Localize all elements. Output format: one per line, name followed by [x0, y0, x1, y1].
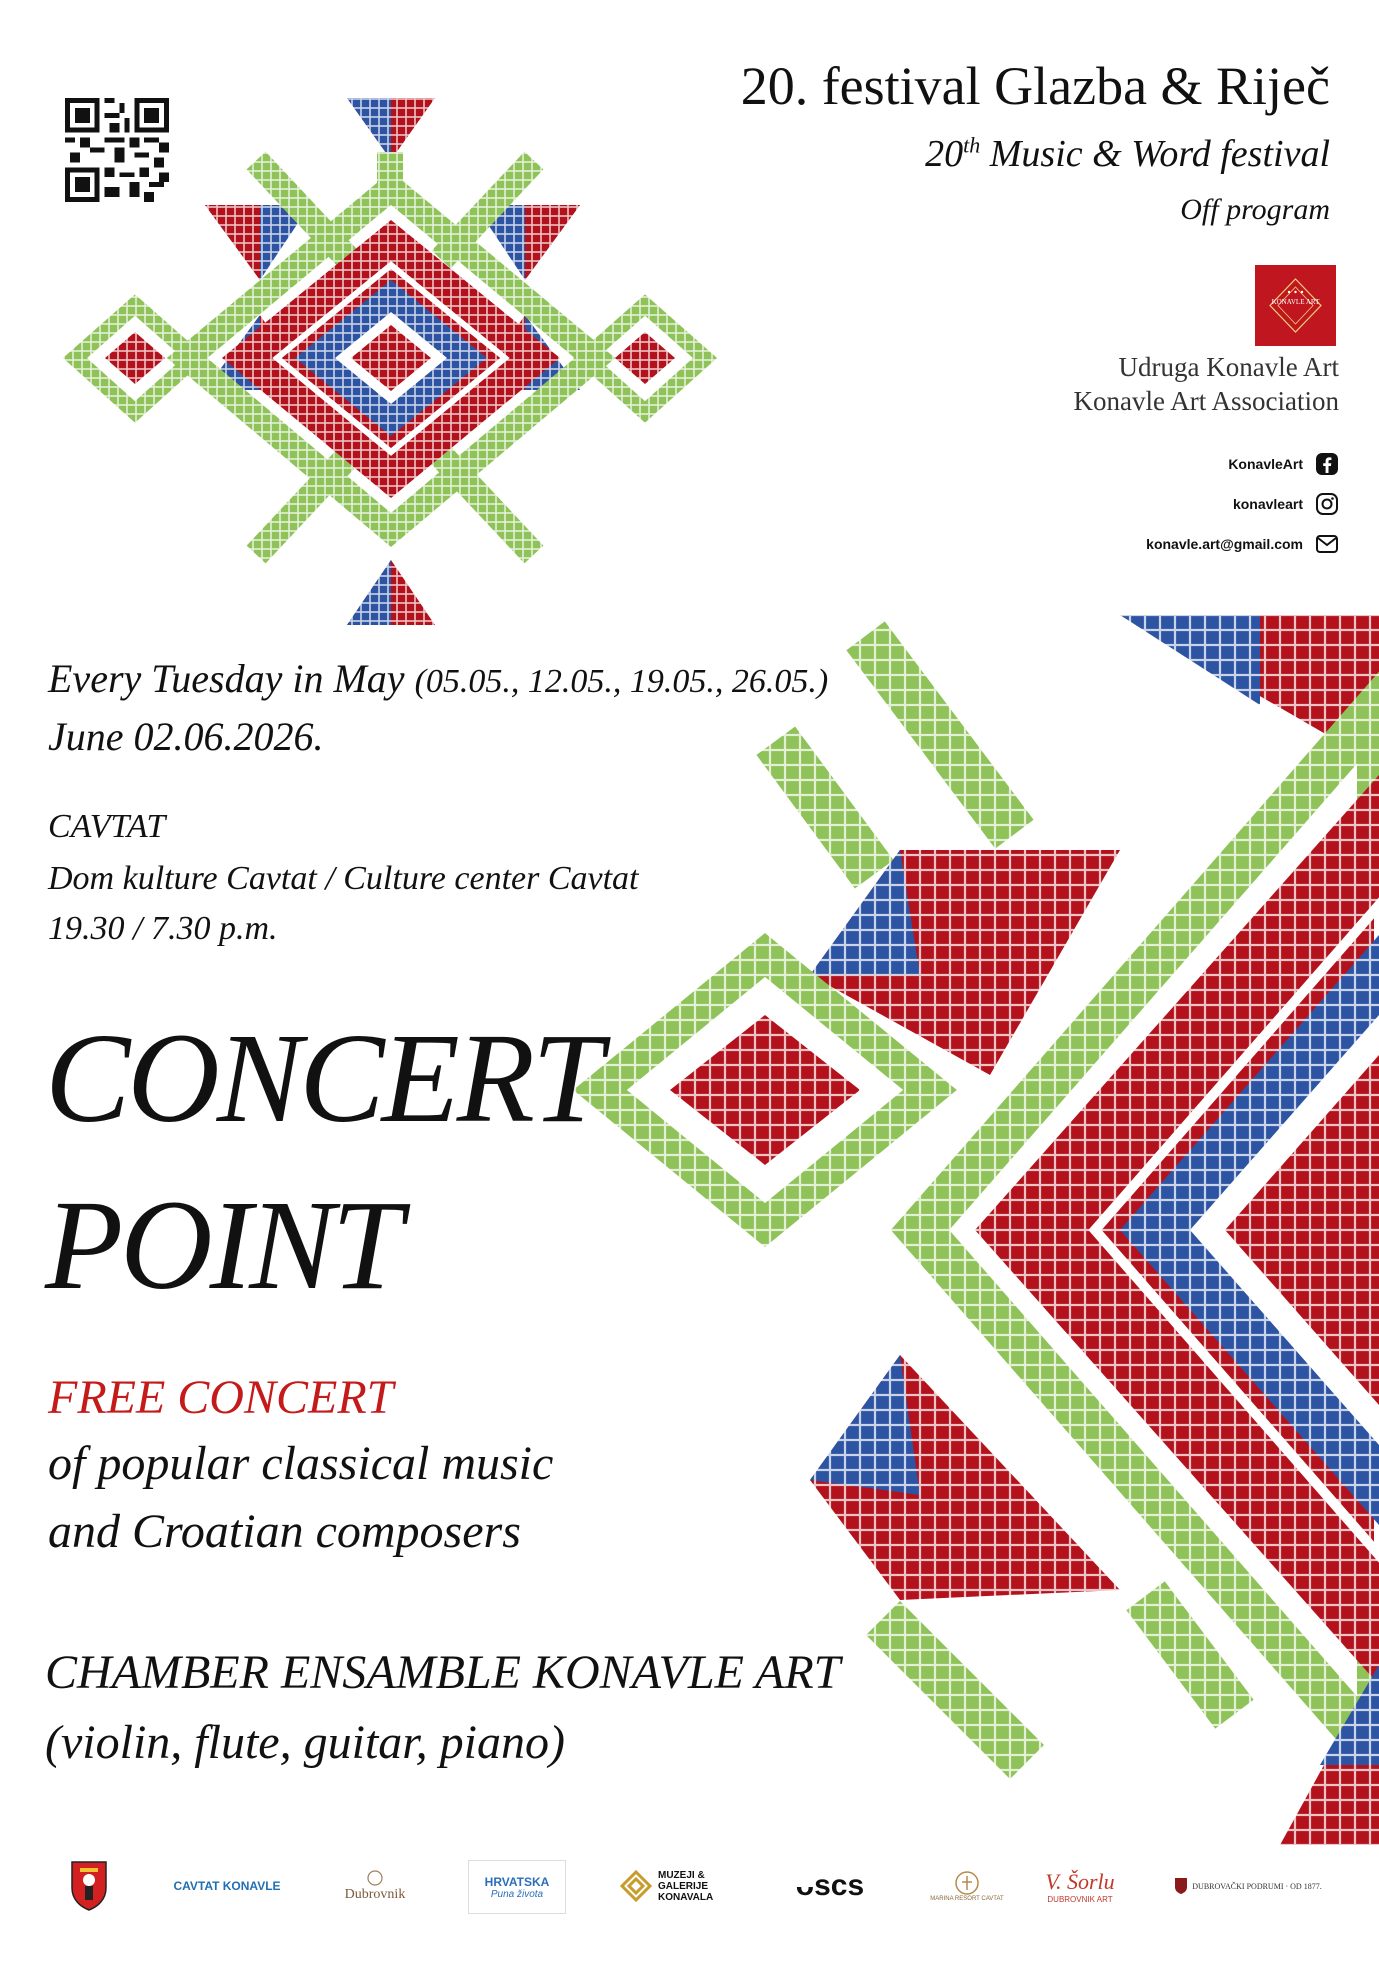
subtitle-number: 20	[925, 133, 964, 175]
contact-email-text: konavle.art@gmail.com	[1146, 536, 1303, 552]
contact-instagram-text: konavleart	[1232, 496, 1303, 512]
event-title-line-1: CONCERT	[45, 1007, 601, 1149]
sponsor-muzeji	[618, 1860, 738, 1912]
sponsor-sorlu-text: V. Šorlu	[1045, 1868, 1115, 1894]
muzeji-logo-icon	[620, 1870, 652, 1902]
contact-instagram[interactable]	[1233, 492, 1339, 516]
venue-city: CAVTAT	[48, 808, 166, 845]
schedule-line-2: June 02.06.2026.	[48, 714, 324, 759]
sponsor-dubrovnik-text: Dubrovnik	[344, 1887, 406, 1902]
sponsor-muzeji-text: MUZEJI & GALERIJE KONAVALA	[658, 1869, 714, 1903]
coat-of-arms-icon	[70, 1860, 108, 1912]
instagram-icon	[1315, 492, 1339, 516]
sponsor-dubrovnik	[330, 1860, 420, 1912]
sponsor-sorlu-sub: DUBROVNIK ART	[1047, 1894, 1113, 1904]
subtitle-sup: th	[963, 132, 981, 158]
schedule-dates: (05.05., 12.05., 19.05., 26.05.)	[414, 663, 829, 700]
description-line-1: of popular classical music	[48, 1437, 554, 1490]
schedule-line-1	[48, 655, 828, 702]
podrumi-shield-icon	[1174, 1877, 1188, 1895]
off-program-label: Off program	[1180, 193, 1330, 226]
logo-text: KONAVLE ART	[1271, 298, 1320, 306]
sponsor-marina	[924, 1860, 1010, 1912]
festival-title: 20. festival Glazba & Riječ	[740, 56, 1330, 116]
association-name-hr: Udruga Konavle Art	[1118, 352, 1339, 382]
ensemble-name: CHAMBER ENSAMBLE KONAVLE ART	[45, 1646, 841, 1699]
description-line-2: and Croatian composers	[48, 1505, 521, 1558]
festival-subtitle	[925, 132, 1330, 176]
venue-time: 19.30 / 7.30 p.m.	[48, 910, 278, 947]
qr-code[interactable]	[62, 98, 172, 202]
sponsor-podrumi-text: DUBROVAČKI PODRUMI · OD 1877.	[1192, 1881, 1322, 1891]
sponsor-hrvatska-sub: Puna života	[490, 1888, 544, 1900]
sponsor-usts: ᴗsᴄs	[795, 1869, 865, 1902]
facebook-icon	[1315, 452, 1339, 476]
sponsor-hrvatska	[468, 1860, 566, 1914]
dubrovnik-emblem-icon	[366, 1869, 384, 1887]
contact-facebook[interactable]	[1228, 452, 1339, 476]
sponsor-podrumi	[1158, 1860, 1338, 1912]
sponsor-sorlu	[1040, 1860, 1120, 1912]
sponsor-cavtat-konavle: CAVTAT KONAVLE	[173, 1879, 281, 1893]
marina-emblem-icon	[954, 1870, 980, 1896]
free-concert-label: FREE CONCERT	[48, 1371, 394, 1424]
subtitle-rest: Music & Word festival	[980, 133, 1330, 175]
association-name-en: Konavle Art Association	[1073, 386, 1339, 416]
konavle-art-logo	[1255, 265, 1336, 346]
sponsor-hrvatska-text: HRVATSKA	[484, 1874, 550, 1889]
sponsor-marina-text: MARINA RESORT CAVTAT	[930, 1896, 1004, 1902]
contact-email[interactable]	[1146, 532, 1339, 556]
event-title-line-2: POINT	[45, 1174, 400, 1316]
contact-facebook-text: KonavleArt	[1228, 456, 1303, 472]
venue-place: Dom kulture Cavtat / Culture center Cavtat	[48, 860, 639, 897]
schedule-main: Every Tuesday in May	[48, 656, 415, 701]
sponsor-coat-of-arms	[66, 1860, 112, 1912]
mail-icon	[1315, 532, 1339, 556]
ensemble-instruments: (violin, flute, guitar, piano)	[45, 1716, 565, 1769]
